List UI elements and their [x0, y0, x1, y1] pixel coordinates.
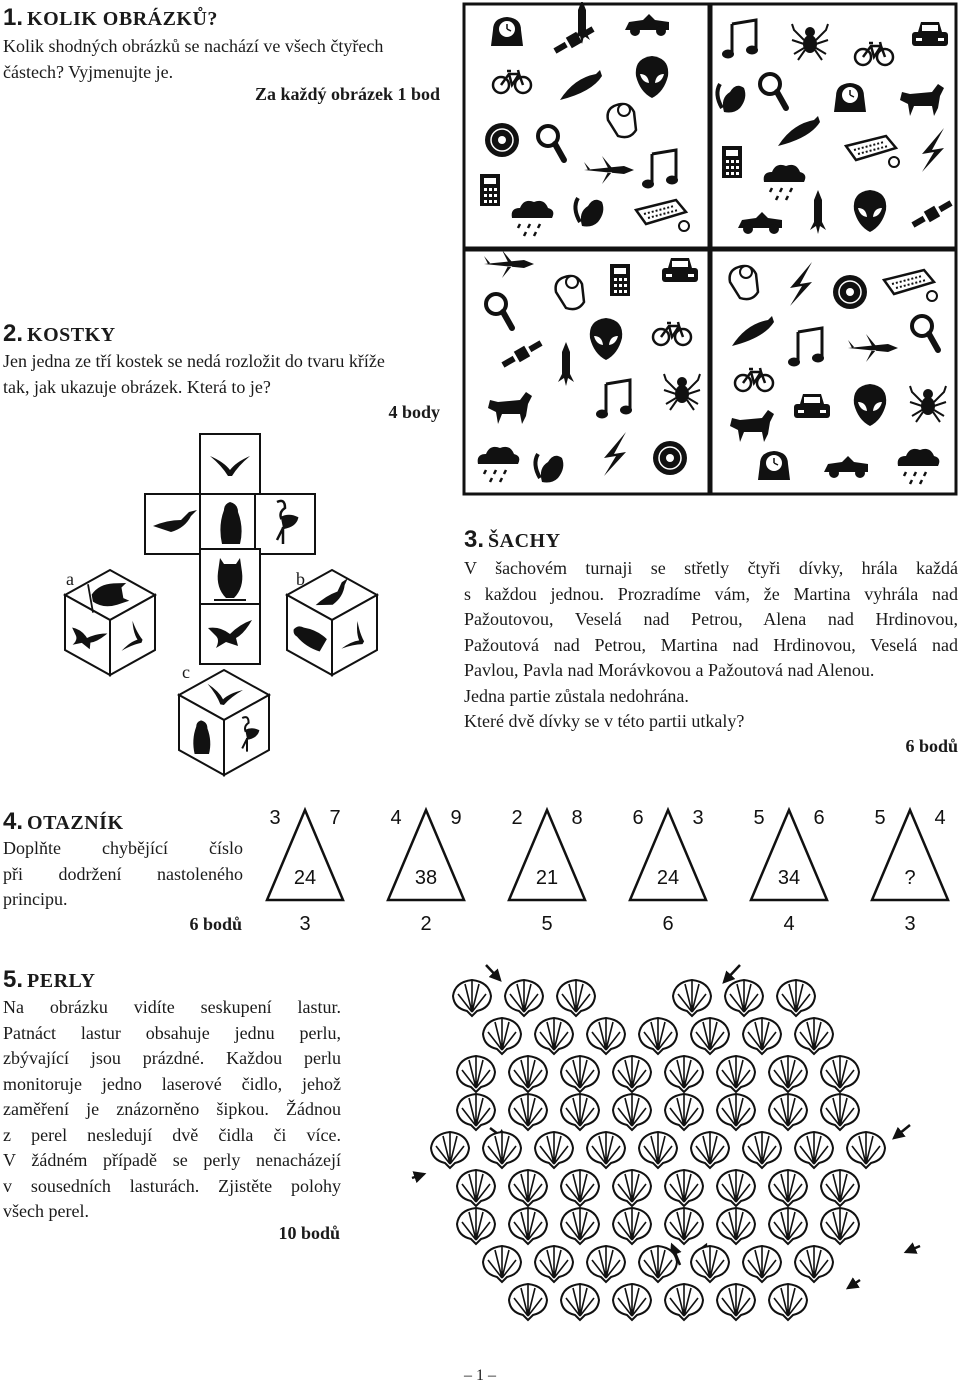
task4-text	[3, 836, 243, 913]
task5-line: Patnáct lastur obsahuje jednu perlu,	[3, 1022, 341, 1043]
shell[interactable]	[557, 980, 595, 1016]
task2-text	[3, 349, 458, 400]
triangle-row	[258, 800, 958, 940]
triangle-center-number: 21	[535, 867, 559, 889]
task5-line: v sousedních lasturách. Zjistěte polohy	[3, 1175, 341, 1196]
task2-heading	[3, 320, 116, 348]
shell[interactable]	[717, 1284, 755, 1320]
task3-line: Pažoutovou, Veselá nad Petrou, Alena nad Hrdinovou,	[464, 609, 958, 629]
task3-heading	[464, 526, 561, 554]
task2-line: Jen jedna ze tří kostek se nedá rozložit do tvaru kříže	[3, 351, 385, 371]
triangle-right-number: 4	[934, 807, 946, 829]
task1-heading	[3, 4, 218, 32]
task5-line: Na obrázku vidíte seskupení lastur.	[3, 997, 341, 1017]
task1-title: KOLIK OBRÁZKŮ?	[27, 8, 218, 30]
cube-a	[65, 570, 155, 675]
triangle-svg	[258, 800, 958, 940]
shell[interactable]	[769, 1208, 807, 1244]
number-triangle	[872, 807, 948, 935]
shell[interactable]	[535, 1018, 573, 1054]
shell[interactable]	[613, 1208, 651, 1244]
shell[interactable]	[743, 1132, 781, 1168]
shell[interactable]	[587, 1132, 625, 1168]
shell[interactable]	[821, 1170, 859, 1206]
task4-points: 6 bodů	[189, 914, 242, 934]
task5-heading	[3, 966, 95, 994]
triangle-right-number: 7	[329, 807, 341, 829]
task4-heading	[3, 808, 124, 836]
cube-c	[179, 670, 269, 775]
task5-line: monitoruje jedno laserové čidlo, jehož	[3, 1073, 341, 1094]
task3-text	[464, 556, 958, 735]
task5-line: V žádném případě se perly nenacházejí	[3, 1150, 341, 1170]
shell[interactable]	[691, 1132, 729, 1168]
shell[interactable]	[483, 1246, 521, 1282]
shell[interactable]	[821, 1208, 859, 1244]
number-triangle	[630, 807, 706, 935]
task5-points: 10 bodů	[278, 1223, 340, 1243]
shell[interactable]	[665, 1170, 703, 1206]
shell[interactable]	[743, 1246, 781, 1282]
triangle-center-number: 34	[777, 867, 801, 889]
task2-line: tak, jak ukazuje obrázek. Která to je?	[3, 376, 271, 397]
triangle-center-number: 24	[656, 867, 680, 889]
shell[interactable]	[769, 1170, 807, 1206]
number-triangle	[267, 807, 343, 935]
number-triangle	[751, 807, 827, 935]
shell[interactable]	[847, 1132, 885, 1168]
shell[interactable]	[483, 1132, 521, 1168]
task4-line: principu.	[3, 889, 68, 909]
shell[interactable]	[561, 1094, 599, 1130]
shell[interactable]	[795, 1018, 833, 1054]
shell[interactable]	[457, 1170, 495, 1206]
task4-number: 4.	[3, 808, 24, 835]
cube-puzzle	[55, 430, 385, 780]
triangle-bottom-number: 5	[541, 913, 553, 935]
shell[interactable]	[821, 1056, 859, 1092]
shell[interactable]	[457, 1208, 495, 1244]
triangle-center-number: 38	[414, 867, 438, 889]
shell[interactable]	[725, 980, 763, 1016]
shell[interactable]	[665, 1284, 703, 1320]
task1-picture-grid	[462, 2, 958, 496]
task5-line: zbývající jsou prázdné. Každou perlu	[3, 1048, 341, 1068]
triangle-bottom-number: 2	[420, 913, 432, 935]
shell[interactable]	[561, 1056, 599, 1092]
task5-text	[3, 995, 341, 1225]
shell[interactable]	[795, 1246, 833, 1282]
shell[interactable]	[509, 1284, 547, 1320]
shell[interactable]	[639, 1132, 677, 1168]
triangle-left-number: 5	[874, 807, 886, 829]
shell[interactable]	[717, 1056, 755, 1092]
task3-line: Pavlou, Pavla nad Morávkovou a Pažoutová nad Alenou.	[464, 660, 875, 680]
shell[interactable]	[777, 980, 815, 1016]
task5-number: 5.	[3, 966, 24, 993]
triangle-right-number: 3	[692, 807, 704, 829]
triangle-bottom-number: 4	[783, 913, 795, 935]
task3-line: s každou jednou. Prozradíme vám, že Martina vyhrála nad	[464, 583, 958, 604]
triangle-center-number: 24	[293, 867, 317, 889]
cube-label-c: c	[182, 662, 190, 682]
shell[interactable]	[769, 1284, 807, 1320]
triangle-left-number: 2	[511, 807, 523, 829]
shell[interactable]	[587, 1018, 625, 1054]
task1-number: 1.	[3, 4, 24, 31]
shell[interactable]	[509, 1170, 547, 1206]
task1-text	[3, 34, 453, 85]
number-triangle	[509, 807, 585, 935]
triangle-left-number: 3	[269, 807, 281, 829]
shell[interactable]	[639, 1018, 677, 1054]
task4-title: OTAZNÍK	[27, 812, 124, 834]
task3-line: Pažoutová nad Petrou, Martina nad Hrdinovou, Veselá nad	[464, 634, 958, 655]
shell[interactable]	[613, 1056, 651, 1092]
shell[interactable]	[613, 1284, 651, 1320]
triangle-center-number: ?	[904, 867, 916, 889]
shell[interactable]	[509, 1094, 547, 1130]
shell[interactable]	[665, 1094, 703, 1130]
task3-line: Které dvě dívky se v této partii utkaly?	[464, 711, 745, 731]
shell-grid	[360, 960, 958, 1360]
shell[interactable]	[691, 1018, 729, 1054]
triangle-right-number: 9	[450, 807, 462, 829]
shell[interactable]	[453, 980, 491, 1016]
shell[interactable]	[821, 1094, 859, 1130]
shell[interactable]	[769, 1056, 807, 1092]
shell[interactable]	[535, 1132, 573, 1168]
task1-line: Kolik shodných obrázků se nachází ve všech čtyřech	[3, 36, 384, 56]
shell[interactable]	[613, 1170, 651, 1206]
task2-number: 2.	[3, 320, 24, 347]
shell[interactable]	[673, 980, 711, 1016]
shell[interactable]	[457, 1094, 495, 1130]
shell[interactable]	[535, 1246, 573, 1282]
shell[interactable]	[457, 1056, 495, 1092]
shell[interactable]	[483, 1018, 521, 1054]
task2-points: 4 body	[388, 402, 440, 422]
cube-label-b: b	[296, 569, 305, 589]
cube-label-a: a	[66, 569, 74, 589]
triangle-left-number: 6	[632, 807, 644, 829]
triangle-bottom-number: 3	[904, 913, 916, 935]
shell[interactable]	[561, 1208, 599, 1244]
shell[interactable]	[509, 1056, 547, 1092]
triangle-left-number: 5	[753, 807, 765, 829]
task3-number: 3.	[464, 526, 485, 553]
task1-points: Za každý obrázek 1 bod	[254, 84, 440, 104]
task4-line: Doplňte chybějící číslo	[3, 838, 243, 858]
shell[interactable]	[717, 1170, 755, 1206]
shell[interactable]	[665, 1056, 703, 1092]
shell[interactable]	[795, 1132, 833, 1168]
task4-line: při dodržení nastoleného	[3, 863, 243, 884]
task3-line: V šachovém turnaji se střetly čtyři dívky, hrála každá	[464, 558, 958, 578]
task1-line: částech? Vyjmenujte je.	[3, 61, 174, 82]
shell[interactable]	[587, 1246, 625, 1282]
task5-title: PERLY	[27, 970, 96, 992]
triangle-right-number: 8	[571, 807, 583, 829]
task5-line: zaměření je znázorněno šipkou. Žádnou	[3, 1099, 341, 1119]
shell[interactable]	[613, 1094, 651, 1130]
task5-line: všech perel.	[3, 1201, 89, 1221]
shell[interactable]	[431, 1132, 469, 1168]
shell[interactable]	[509, 1208, 547, 1244]
triangle-right-number: 6	[813, 807, 825, 829]
task3-line: Jedna partie zůstala nedohrána.	[464, 685, 689, 706]
task3-points: 6 bodů	[905, 736, 958, 756]
page-number: – 1 –	[464, 1367, 496, 1384]
triangle-bottom-number: 3	[299, 913, 311, 935]
shell[interactable]	[743, 1018, 781, 1054]
shell[interactable]	[505, 980, 543, 1016]
shell[interactable]	[561, 1170, 599, 1206]
number-triangle	[388, 807, 464, 935]
task3-title: ŠACHY	[488, 530, 561, 552]
triangle-left-number: 4	[390, 807, 402, 829]
shell[interactable]	[639, 1246, 677, 1282]
task2-title: KOSTKY	[27, 324, 116, 346]
shell[interactable]	[717, 1094, 755, 1130]
shell[interactable]	[717, 1208, 755, 1244]
shell[interactable]	[561, 1284, 599, 1320]
shell[interactable]	[665, 1208, 703, 1244]
triangle-bottom-number: 6	[662, 913, 674, 935]
shell[interactable]	[691, 1246, 729, 1282]
shell[interactable]	[769, 1094, 807, 1130]
task5-line: z perel nesledují dvě čidla či více.	[3, 1124, 341, 1145]
